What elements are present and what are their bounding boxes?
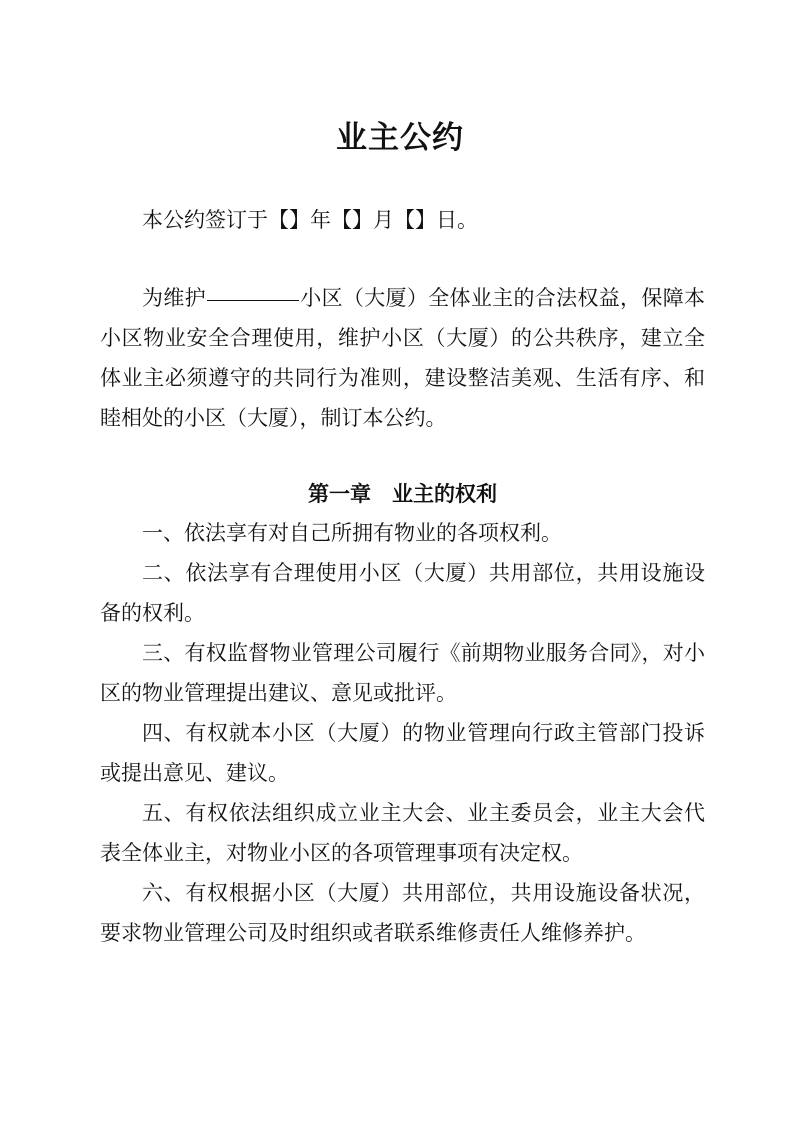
preamble-after-blank: 小区（大厦）全体业主的合法权益，保障本小区物业安全合理使用，维护小区（大厦）的公共秩序，建立全体业主必须遵守的共同行为准则，建设整洁美观、生活有序、和睦相处的小区（大厦），制订本公约。 [100,286,706,430]
rights-item: 四、有权就本小区（大厦）的物业管理向行政主管部门投诉或提出意见、建议。 [100,721,705,785]
rights-item: 一、依法享有对自己所拥有物业的各项权利。 [142,521,562,545]
rights-item: 二、依法享有合理使用小区（大厦）共用部位，共用设施设备的权利。 [100,561,705,625]
community-name-blank [207,299,299,301]
rights-item: 五、有权依法组织成立业主大会、业主委员会，业主大会代表全体业主，对物业小区的各项管理事项有决定权。 [100,801,705,865]
document-title: 业主公约 [336,120,464,156]
preamble-before-blank: 为维护 [142,286,206,310]
rights-list [100,513,705,953]
sign-date-line: 本公约签订于【】年【】月【】日。 [142,208,478,232]
rights-item: 六、有权根据小区（大厦）共用部位，共用设施设备状况，要求物业管理公司及时组织或者联系维修责任人维修养护。 [100,881,705,945]
rights-item: 三、有权监督物业管理公司履行《前期物业服务合同》，对小区的物业管理提出建议、意见或批评。 [100,641,705,705]
preamble-paragraph [100,278,705,438]
chapter-title: 第一章 业主的权利 [308,482,497,506]
document-body [100,200,705,953]
